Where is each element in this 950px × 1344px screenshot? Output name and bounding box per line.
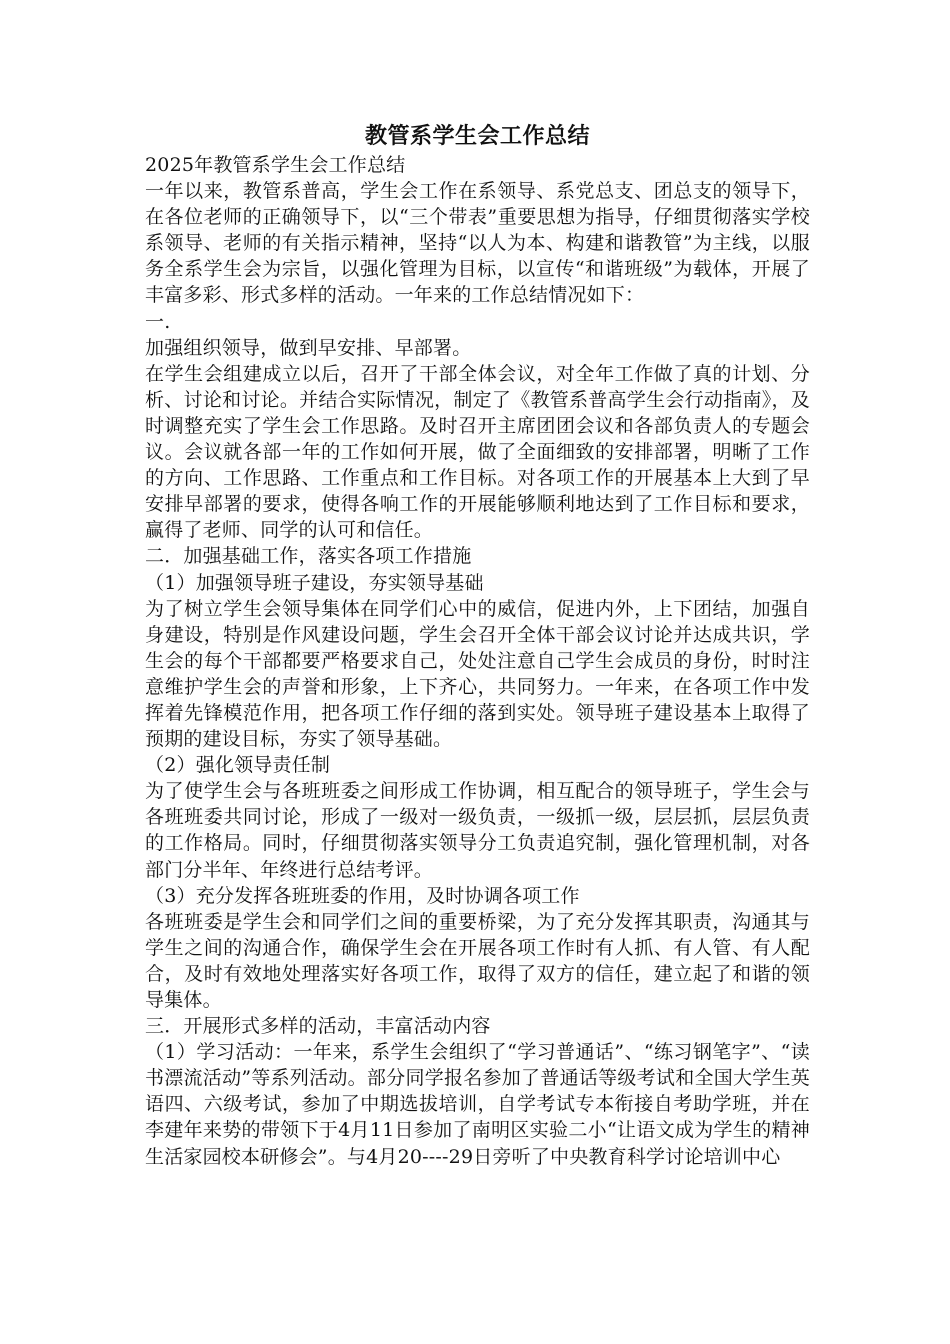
paragraph-2-1: 为了树立学生会领导集体在同学们心中的威信，促进内外，上下团结，加强自身建设，特别是作风建设问题，学生会召开全体干部会议讨论并达成共识，学生会的每个干部都要严格要求自己，处处注意自己学生会成员的身份，时时注意维护学生会的声誉和形象，上下齐心，共同努力。一年来，在各项工作中发挥着先锋模范作用，把各项工作仔细的落到实处。领导班子建设基本上取得了预期的建设目标，夯实了领导基础。 bbox=[145, 597, 810, 751]
document-title: 教管系学生会工作总结 bbox=[364, 124, 590, 149]
paragraph-section-one: 在学生会组建成立以后，召开了干部全体会议，对全年工作做了真的计划、分析、讨论和讨论。并结合实际情况，制定了《教管系普高学生会行动指南》，及时调整充实了学生会工作思路。及时召开主席团团会议和各部负责人的专题会议。会议就各部一年的工作如何开展，做了全面细致的安排部署，明晰了工作的方向、工作思路、工作重点和工作目标。对各项工作的开展基本上大到了早安排早部署的要求，使得各响工作的开展能够顺利地达到了工作目标和要求，赢得了老师、同学的认可和信任。 bbox=[145, 362, 810, 542]
paragraph-2-2: 为了使学生会与各班班委之间形成工作协调，相互配合的领导班子，学生会与各班班委共同讨论，形成了一级对一级负责，一级抓一级，层层抓，层层负责的工作格局。同时，仔细贯彻落实领导分工负责追究制，强化管理机制，对各部门分半年、年终进行总结考评。 bbox=[145, 780, 810, 881]
section-heading-three: 三．开展形式多样的活动，丰富活动内容 bbox=[145, 1015, 491, 1038]
paragraph-2-3: 各班班委是学生会和同学们之间的重要桥梁，为了充分发挥其职责，沟通其与学生之间的沟通合作，确保学生会在开展各项工作时有人抓、有人管、有人配合，及时有效地处理落实好各项工作，取得了双方的信任，建立起了和谐的领导集体。 bbox=[145, 910, 810, 1011]
subheading-2-3: （3）充分发挥各班班委的作用，及时协调各项工作 bbox=[145, 884, 580, 907]
paragraph-intro: 一年以来，教管系普高，学生会工作在系领导、系党总支、团总支的领导下，在各位老师的正确领导下，以“三个带表”重要思想为指导，仔细贯彻落实学校系领导、老师的有关指示精神，坚持“以人为本、构建和谐教管”为主线，以服务全系学生会为宗旨，以强化管理为目标，以宣传“和谐班级”为载体，开展了丰富多彩、形式多样的活动。一年来的工作总结情况如下： bbox=[145, 180, 810, 307]
document-body bbox=[145, 152, 810, 1170]
section-heading-one: 加强组织领导，做到早安排、早部署。 bbox=[145, 336, 472, 359]
subheading-2-1: （1）加强领导班子建设，夯实领导基础 bbox=[145, 571, 484, 594]
subheading-2-2: （2）强化领导责任制 bbox=[145, 754, 331, 777]
section-heading-two: 二．加强基础工作，落实各项工作措施 bbox=[145, 545, 472, 568]
section-number-one: 一. bbox=[145, 310, 171, 333]
paragraph-3-1: （1）学习活动：一年来，系学生会组织了“学习普通话”、“练习钢笔字”、“读书漂流活动”等系列活动。部分同学报名参加了普通话等级考试和全国大学生英语四、六级考试，参加了中期选拔培训，自学考试专本衔接自考助学班，并在李建年来势的带领下于4月11日参加了南明区实验二小“让语文成为学生的精神生活家园校本研修会”。与4月20----29日旁听了中央教育科学讨论培训中心 bbox=[145, 1041, 810, 1168]
paragraph-subtitle: 2025年教管系学生会工作总结 bbox=[145, 154, 406, 176]
